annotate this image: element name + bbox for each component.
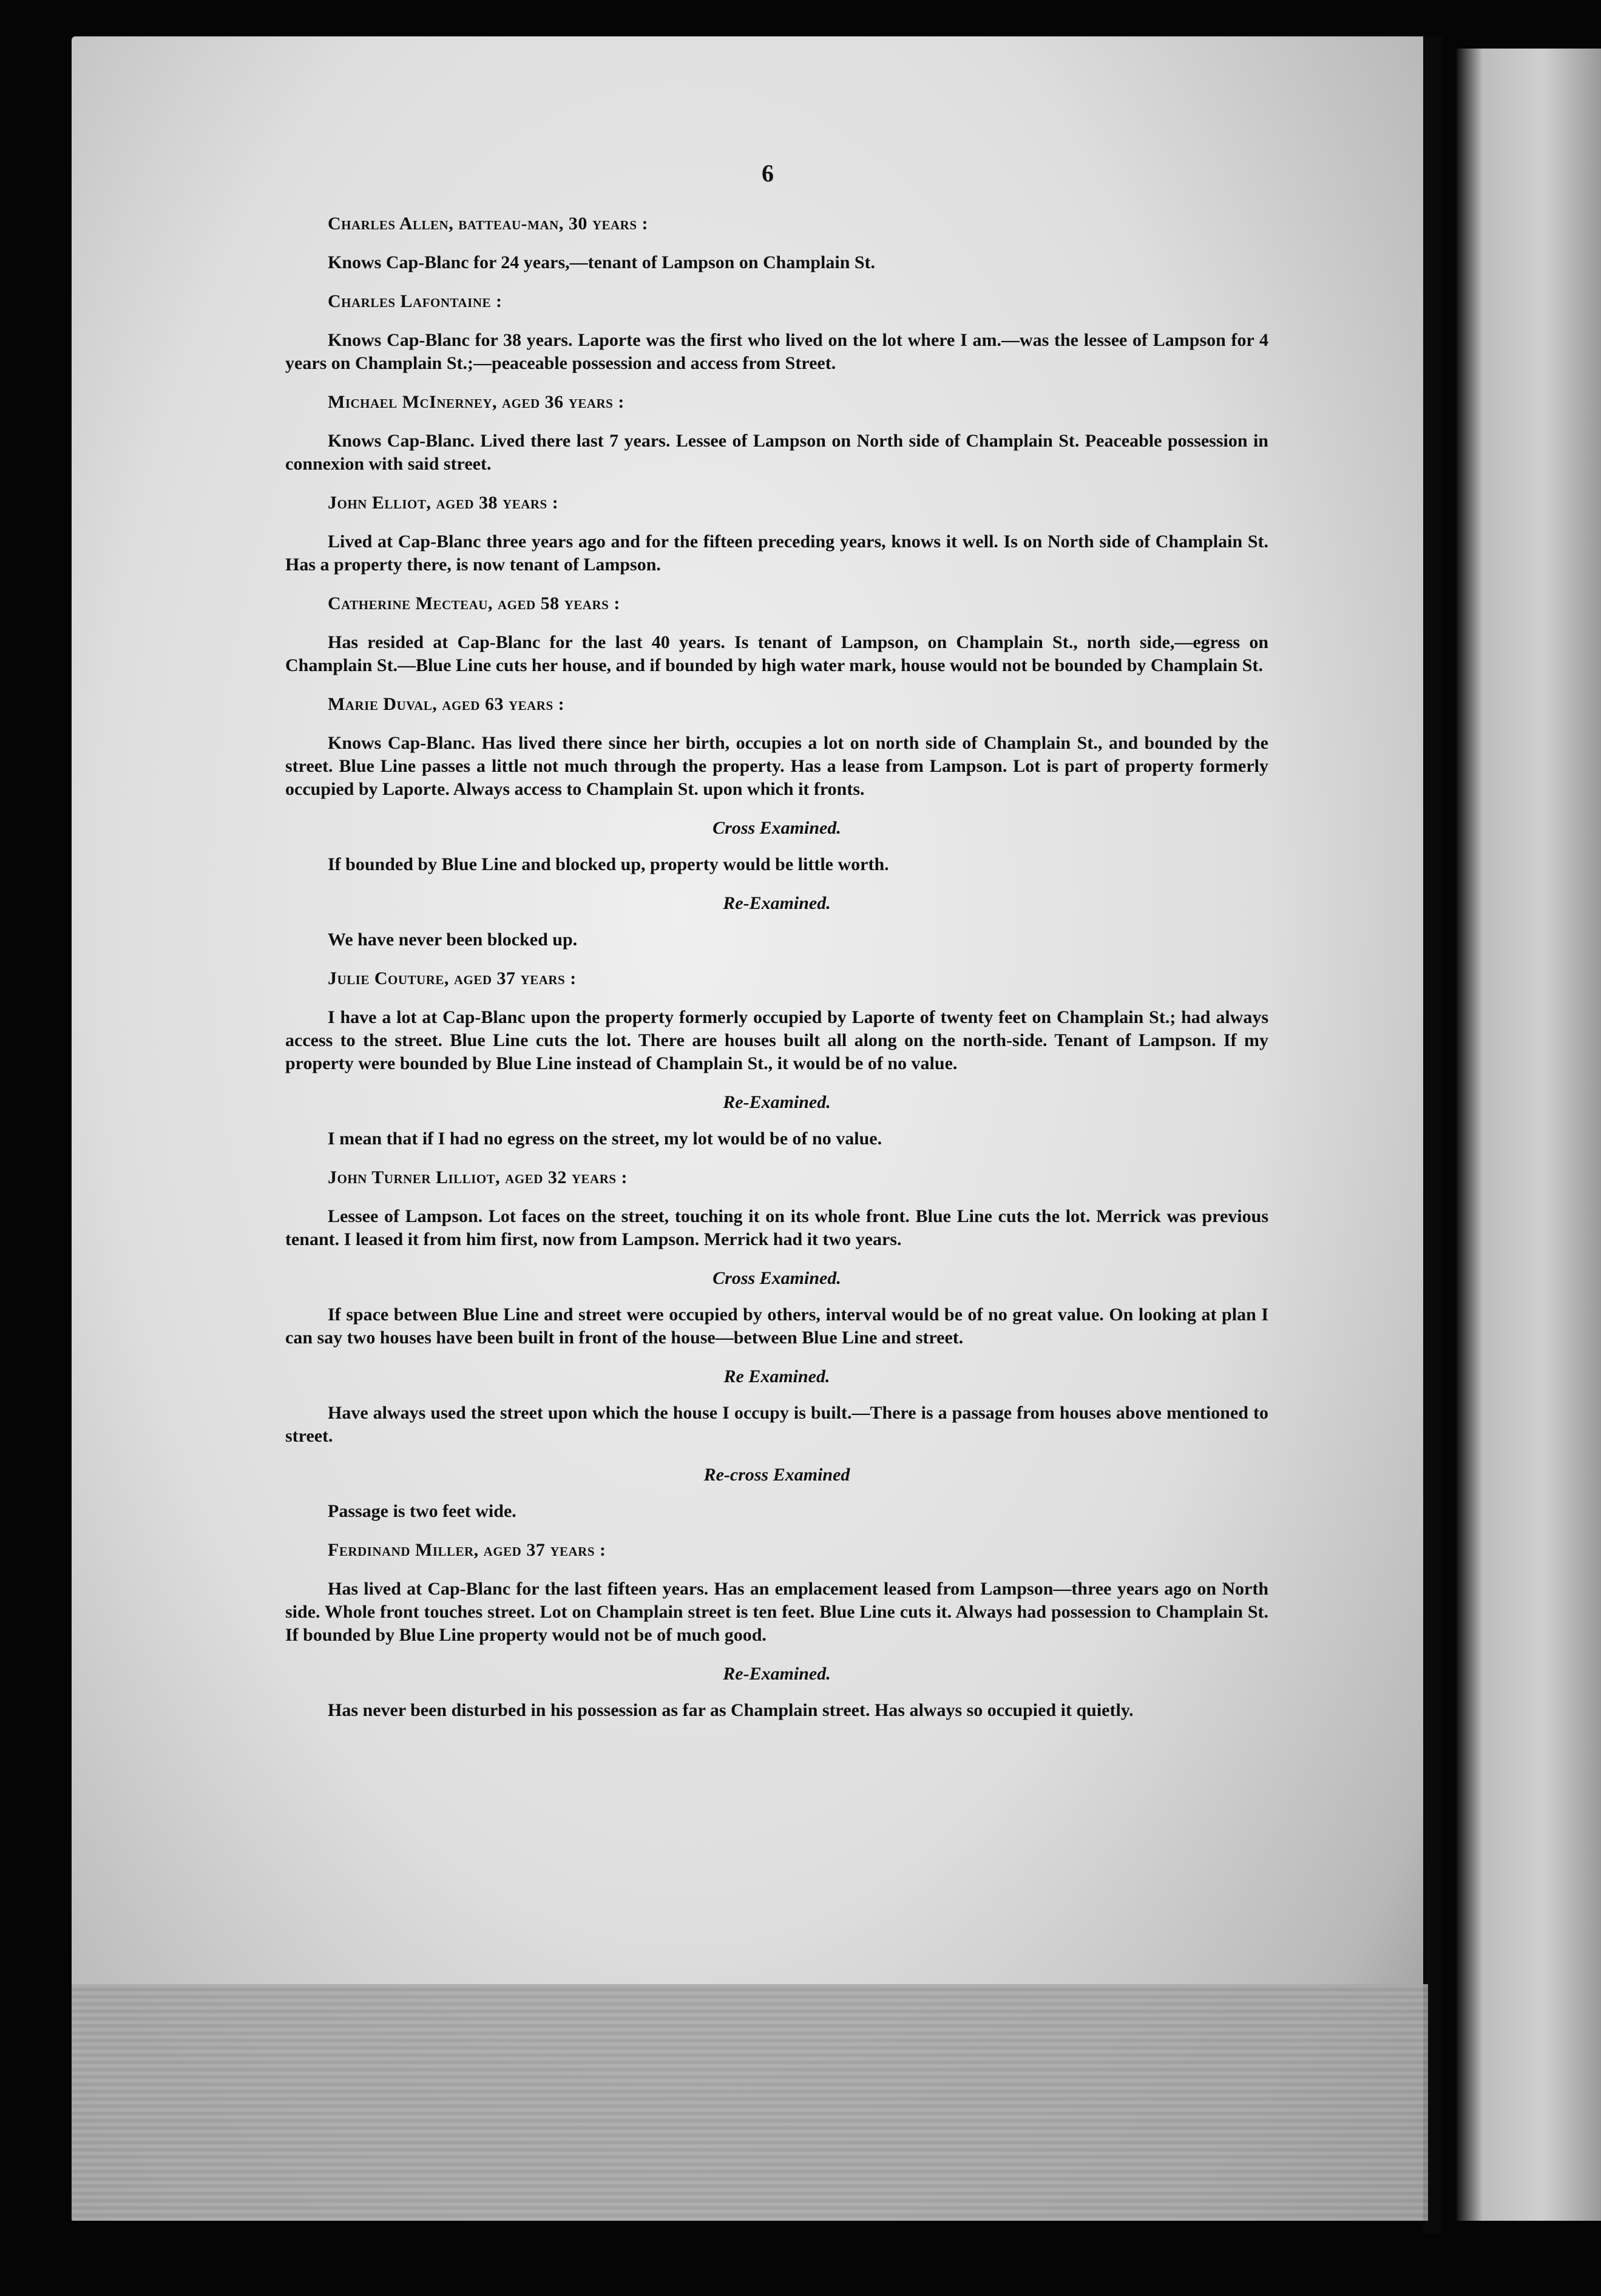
examination-heading: Re-Examined.	[723, 893, 831, 913]
testimony-paragraph: Has resided at Cap-Blanc for the last 40 years. Is tenant of Lampson, on Champlain St., north side,—egress on Champlain St.—Blue Line cuts her house, and if bounded by high water mark, house would not be bounded by Champlain St.	[285, 632, 1268, 675]
testimony-paragraph: I mean that if I had no egress on the street, my lot would be of no value.	[328, 1129, 882, 1149]
testimony-paragraph: Has lived at Cap-Blanc for the last fifteen years. Has an emplacement leased from Lampson—three years ago on North side. Whole front touches street. Lot on Champlain street is ten feet. Blue Line cuts it. Always had possession to Champlain St. If bounded by Blue Line property would not be of much good.	[285, 1579, 1268, 1645]
testimony-paragraph: I have a lot at Cap-Blanc upon the property formerly occupied by Laporte of twenty feet on Champlain St.; had always access to the street. Blue Line cuts the lot. There are houses built all along on the north-side. Tenant of Lampson. If my property were bounded by Blue Line instead of Champlain St., it would be of no value.	[285, 1007, 1268, 1073]
testimony-text	[285, 212, 1268, 1738]
testimony-paragraph: We have never been blocked up.	[328, 930, 578, 950]
examination-heading: Cross Examined.	[712, 1268, 841, 1288]
witness-name: John Elliot, aged 38 years :	[328, 493, 559, 513]
testimony-paragraph: Lessee of Lampson. Lot faces on the street, touching it on its whole front. Blue Line cuts the lot. Merrick was previous tenant. I leased it from him first, now from Lampson. Merrick had it two years.	[285, 1206, 1268, 1249]
testimony-paragraph: Has never been disturbed in his possession as far as Champlain street. Has always so occupied it quietly.	[328, 1700, 1134, 1720]
testimony-paragraph: Knows Cap-Blanc for 24 years,—tenant of Lampson on Champlain St.	[328, 252, 876, 272]
witness-name: Michael McInerney, aged 36 years :	[328, 392, 624, 412]
testimony-paragraph: If space between Blue Line and street were occupied by others, interval would be of no great value. On looking at plan I can say two houses have been built in front of the house—between Blue Line and street.	[285, 1305, 1268, 1348]
witness-name: Ferdinand Miller, aged 37 years :	[328, 1540, 606, 1560]
witness-name: John Turner Lilliot, aged 32 years :	[328, 1167, 628, 1187]
paper-bottom-band	[72, 1984, 1428, 2221]
page-fold-shadow	[1423, 36, 1441, 2233]
examination-heading: Re Examined.	[723, 1366, 830, 1386]
testimony-paragraph: Passage is two feet wide.	[328, 1501, 516, 1521]
testimony-paragraph: Knows Cap-Blanc for 38 years. Laporte was the first who lived on the lot where I am.—was the lessee of Lampson for 4 years on Champlain St.;—peaceable possession and access from Street.	[285, 330, 1268, 373]
witness-name: Catherine Mecteau, aged 58 years :	[328, 593, 620, 613]
examination-heading: Re-Examined.	[723, 1092, 831, 1112]
witness-name: Marie Duval, aged 63 years :	[328, 694, 565, 714]
examination-heading: Cross Examined.	[712, 818, 841, 838]
testimony-paragraph: Lived at Cap-Blanc three years ago and for the fifteen preceding years, knows it well. Is on North side of Champlain St. Has a property there, is now tenant of Lampson.	[285, 532, 1268, 575]
testimony-paragraph: Have always used the street upon which the house I occupy is built.—There is a passage from houses above mentioned to street.	[285, 1403, 1268, 1446]
adjacent-page-edge	[1457, 49, 1601, 2221]
witness-name: Julie Couture, aged 37 years :	[328, 968, 577, 988]
witness-name: Charles Lafontaine :	[328, 291, 503, 311]
testimony-paragraph: Knows Cap-Blanc. Has lived there since her birth, occupies a lot on north side of Champlain St., and bounded by the street. Blue Line passes a little not much through the property. Has a lease from Lampson. Lot is part of property formerly occupied by Laporte. Always access to Champlain St. upon which it fronts.	[285, 733, 1268, 799]
page-number: 6	[762, 160, 774, 187]
examination-heading: Re-Examined.	[723, 1664, 831, 1684]
examination-heading: Re-cross Examined	[703, 1465, 850, 1485]
testimony-paragraph: If bounded by Blue Line and blocked up, property would be little worth.	[328, 854, 889, 874]
testimony-paragraph: Knows Cap-Blanc. Lived there last 7 years. Lessee of Lampson on North side of Champlain St. Peaceable possession in connexion with said street.	[285, 431, 1268, 474]
witness-name: Charles Allen, batteau-man, 30 years :	[328, 214, 648, 234]
